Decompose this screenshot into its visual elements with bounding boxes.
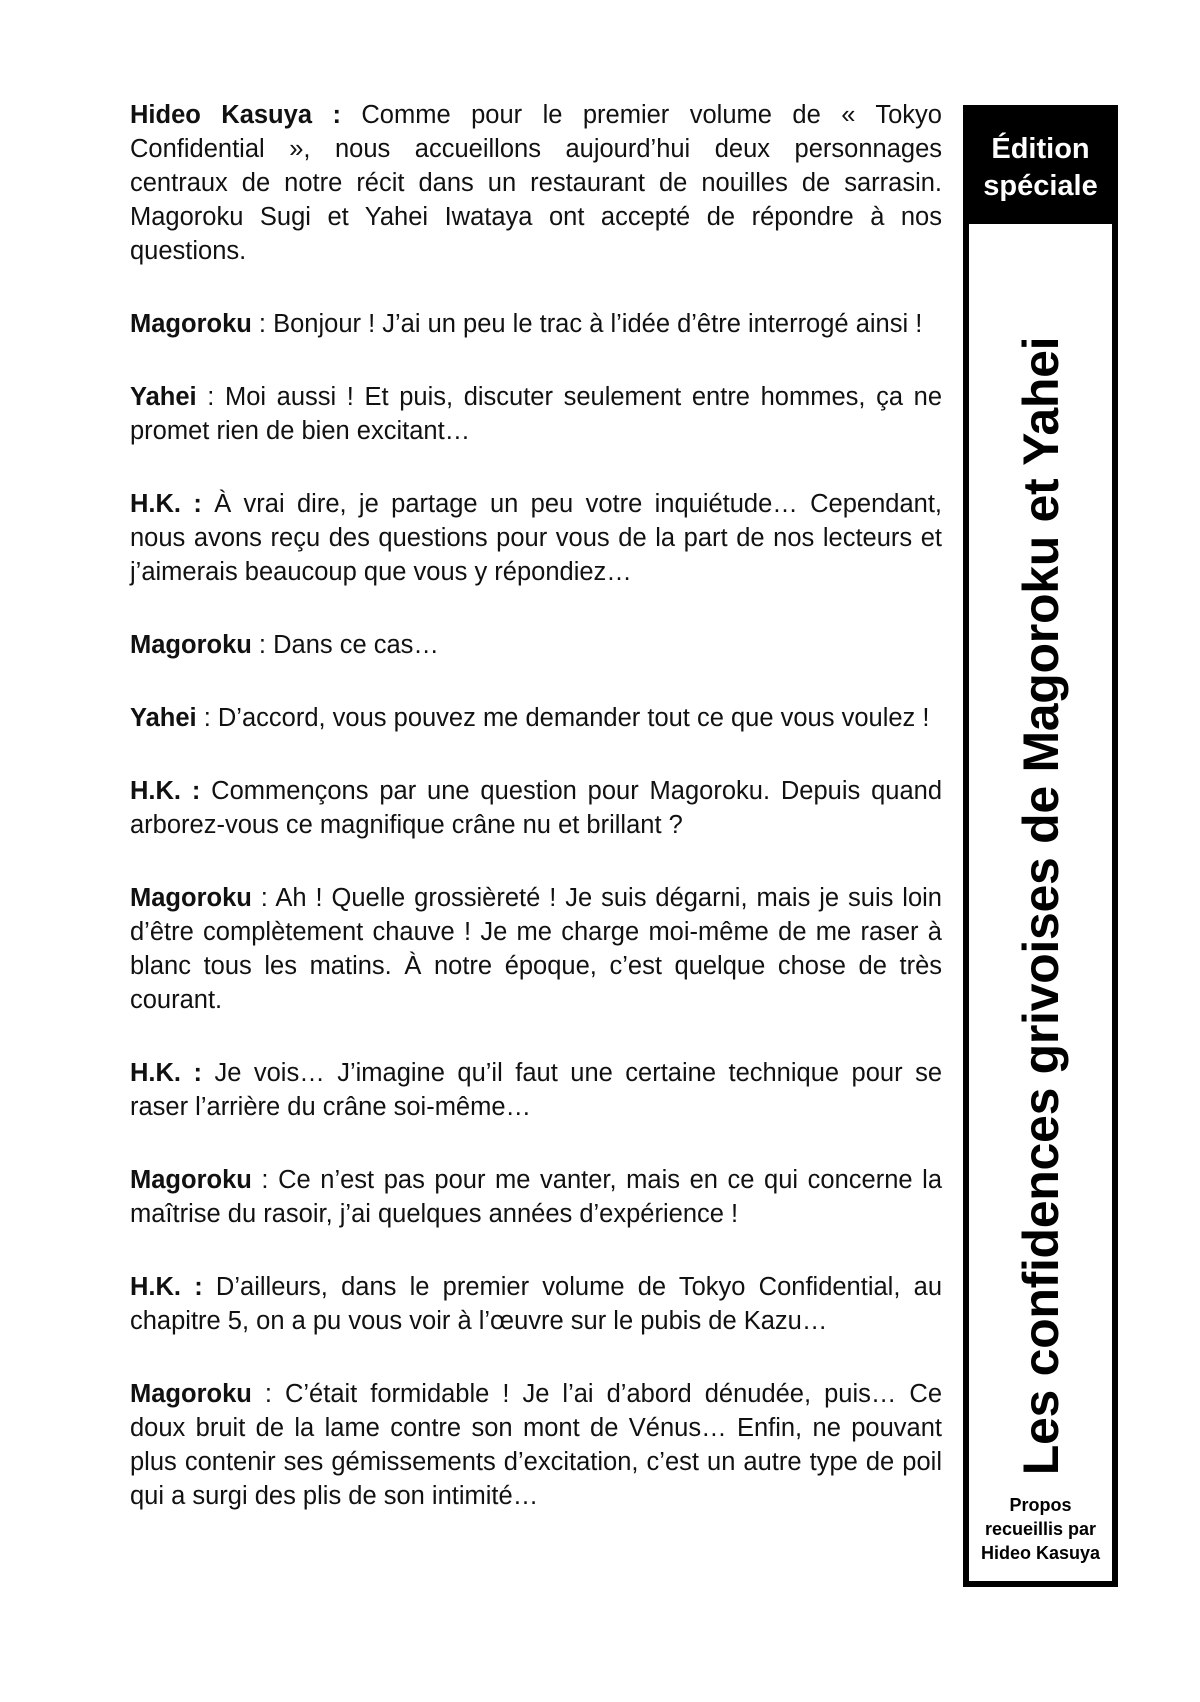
speaker-name: H.K. : xyxy=(130,490,202,518)
credit-line: Hideo Kasuya xyxy=(980,1543,1101,1563)
paragraph-text: : Ce n’est pas pour me vanter, mais en ce qui concerne la maîtrise du rasoir, j’ai quelques années d’expérience ! xyxy=(130,1166,942,1228)
vertical-title: Les confidences grivoises de Magoroku et Yahei xyxy=(1012,336,1069,1476)
speaker-name: Magoroku xyxy=(130,884,252,912)
special-edition-sidebar xyxy=(963,105,1118,1587)
paragraph-text: : D’accord, vous pouvez me demander tout ce que vous voulez ! xyxy=(196,704,930,732)
paragraph-text: Je vois… J’imagine qu’il faut une certaine technique pour se raser l’arrière du crâne soi-même… xyxy=(130,1059,943,1121)
sidebar-header xyxy=(969,111,1112,224)
speaker-name: H.K. : xyxy=(130,777,201,805)
speaker-name: Yahei xyxy=(130,704,197,732)
interview-paragraph xyxy=(130,307,942,341)
interview-paragraph xyxy=(130,628,942,662)
credit-line: Propos xyxy=(1009,1495,1072,1515)
paragraph-text: Commençons par une question pour Magoroku. Depuis quand arborez-vous ce magnifique crâne nu et brillant ? xyxy=(130,777,942,839)
paragraph-text: À vrai dire, je partage un peu votre inquiétude… Cependant, nous avons reçu des questions pour vous de la part de nos lecteurs et j’aimerais beaucoup que vous y répondiez… xyxy=(130,490,943,586)
paragraph-text: : Ah ! Quelle grossièreté ! Je suis dégarni, mais je suis loin d’être complètement chauve ! Je me charge moi-même de me raser à blanc tous les matins. À notre époque, c’est quelque chose de très courant. xyxy=(130,884,942,1014)
interview-paragraph xyxy=(130,701,942,735)
speaker-name: Hideo Kasuya : xyxy=(130,101,341,129)
paragraph-text: : Moi aussi ! Et puis, discuter seulement entre hommes, ça ne promet rien de bien excitant… xyxy=(130,383,942,445)
speaker-name: Magoroku xyxy=(130,1380,252,1408)
speaker-name: Magoroku xyxy=(130,1166,252,1194)
speaker-name: Magoroku xyxy=(130,310,252,338)
header-line: spéciale xyxy=(983,170,1098,202)
speaker-name: H.K. : xyxy=(130,1273,203,1301)
interview-paragraph xyxy=(130,1377,942,1513)
interview-paragraph xyxy=(130,774,942,842)
paragraph-text: D’ailleurs, dans le premier volume de Tokyo Confidential, au chapitre 5, on a pu vous voir à l’œuvre sur le pubis de Kazu… xyxy=(130,1273,943,1335)
paragraph-text: : C’était formidable ! Je l’ai d’abord dénudée, puis… Ce doux bruit de la lame contre son mont de Vénus… Enfin, ne pouvant plus contenir ses gémissements d’excitation, c’est un autre type de poil qui a surgi des plis de son intimité… xyxy=(130,1380,942,1510)
header-line: Édition xyxy=(991,133,1090,165)
interview-paragraph xyxy=(130,487,942,589)
paragraph-text: : Bonjour ! J’ai un peu le trac à l’idée d’être interrogé ainsi ! xyxy=(251,310,923,338)
interview-paragraph xyxy=(130,1163,942,1231)
paragraph-text: : Dans ce cas… xyxy=(251,631,439,659)
speaker-name: Yahei xyxy=(130,383,197,411)
interview-paragraph xyxy=(130,881,942,1017)
vertical-title-area xyxy=(969,286,1112,1526)
credit-line: recueillis par xyxy=(984,1519,1097,1539)
interview-paragraph xyxy=(130,98,942,268)
interview-paragraph xyxy=(130,1270,942,1338)
interview-paragraph xyxy=(130,1056,942,1124)
credit xyxy=(969,1493,1112,1565)
paragraph-text: Comme pour le premier volume de « Tokyo Confidential », nous accueillons aujourd’hui deux personnages centraux de notre récit dans un restaurant de nouilles de sarrasin. Magoroku Sugi et Yahei Iwataya ont accepté de répondre à nos questions. xyxy=(130,101,942,265)
speaker-name: H.K. : xyxy=(130,1059,202,1087)
interview-text xyxy=(130,98,942,1552)
interview-paragraph xyxy=(130,380,942,448)
speaker-name: Magoroku xyxy=(130,631,252,659)
